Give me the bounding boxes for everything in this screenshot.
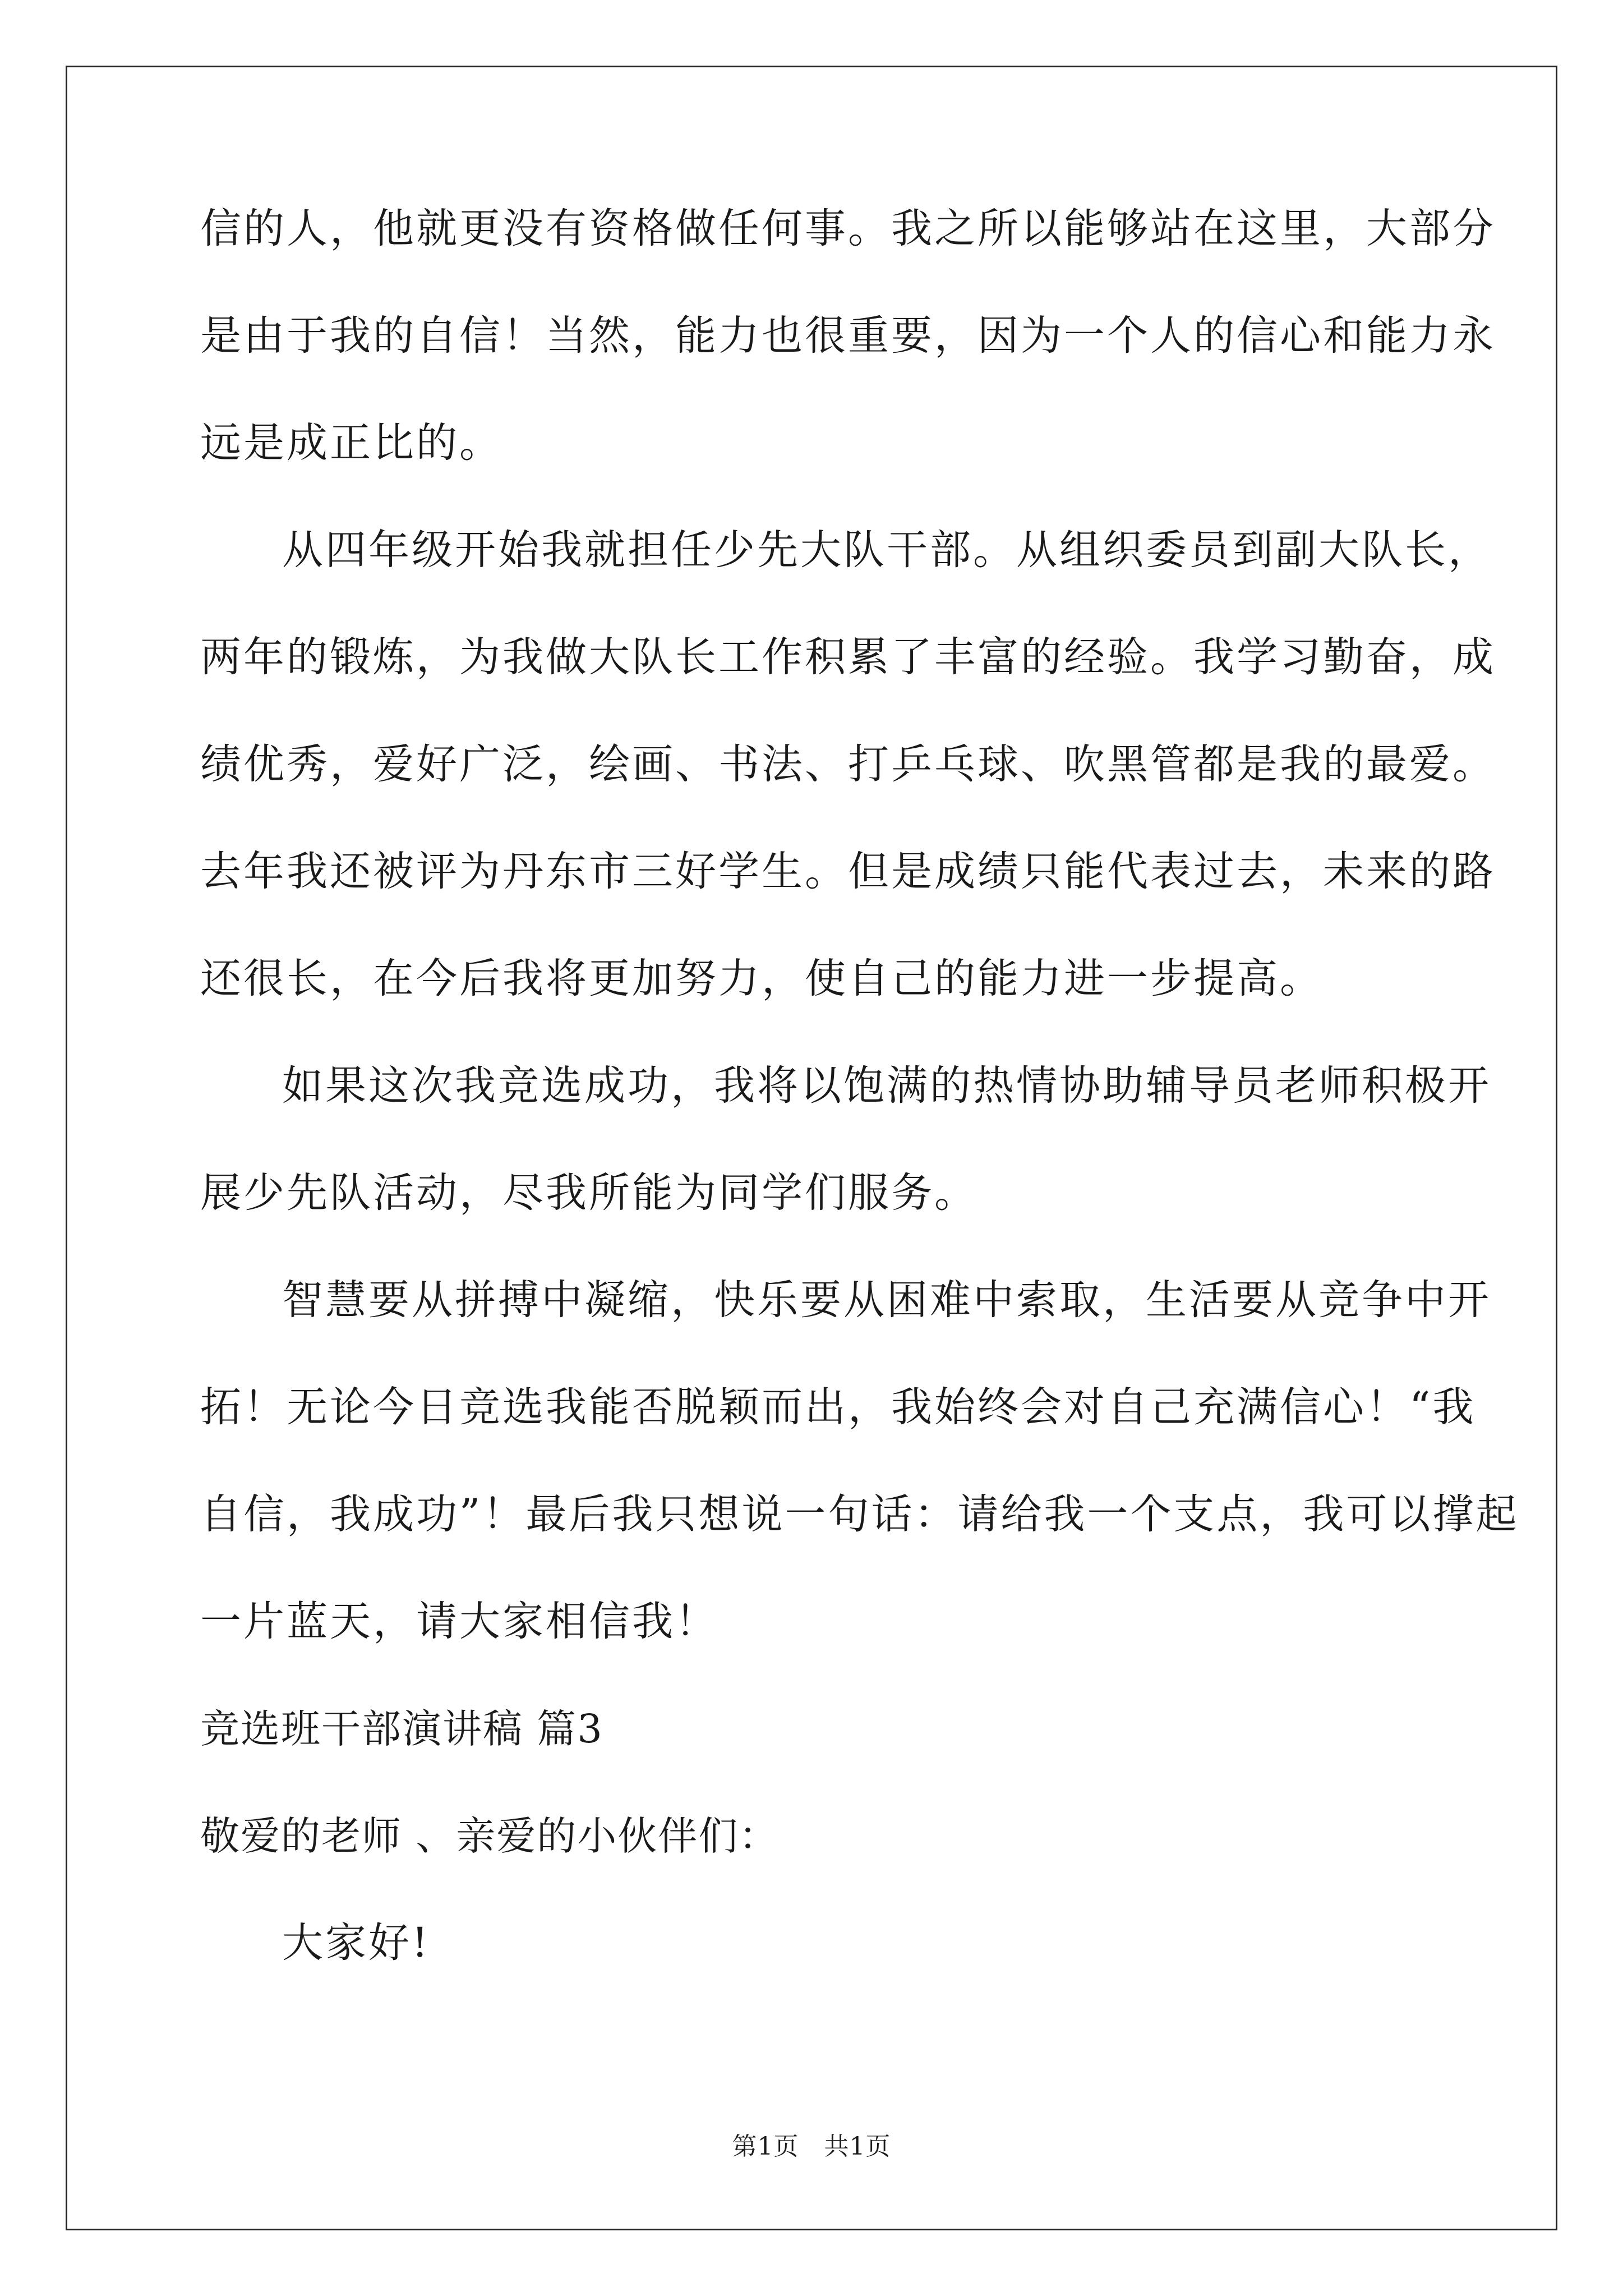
page-number: 第1页 (732, 2132, 799, 2161)
document-body (200, 205, 1519, 2029)
text-line: 信的人，他就更没有资格做任何事。我之所以能够站在这里，大部分 (200, 205, 1496, 252)
section-heading: 竞选班干部演讲稿 篇3 (200, 1706, 603, 1752)
text-line: 远是成正比的。 (200, 419, 502, 467)
text-line: 一片蓝天，请大家相信我！ (200, 1598, 718, 1645)
text-line: 绩优秀，爱好广泛，绘画、书法、打乒乓球、吹黑管都是我的最爱。 (200, 740, 1496, 788)
text-line: 如果这次我竞选成功，我将以饱满的热情协助辅导员老师积极开 (282, 1062, 1491, 1110)
text-line: 是由于我的自信！当然，能力也很重要，因为一个人的信心和能力永 (200, 312, 1496, 360)
text-line: 智慧要从拼搏中凝缩，快乐要从困难中索取，生活要从竞争中开 (282, 1276, 1491, 1324)
text-line: 拓！无论今日竞选我能否脱颖而出，我始终会对自己充满信心！“我 (200, 1383, 1476, 1431)
salutation: 敬爱的老师 、亲爱的小伙伴们： (200, 1813, 780, 1859)
text-line: 还很长，在今后我将更加努力，使自己的能力进一步提高。 (200, 955, 1323, 1002)
text-line: 自信，我成功”！最后我只想说一句话：请给我一个支点，我可以撑起 (200, 1490, 1519, 1538)
text-line: 两年的锻炼，为我做大队长工作积累了丰富的经验。我学习勤奋，成 (200, 633, 1496, 681)
text-line: 展少先队活动，尽我所能为同学们服务。 (200, 1169, 978, 1217)
page-total: 共1页 (824, 2132, 891, 2161)
greeting: 大家好! (282, 1919, 431, 1967)
text-line: 去年我还被评为丹东市三好学生。但是成绩只能代表过去，未来的路 (200, 848, 1496, 895)
page-footer (0, 2133, 1623, 2161)
text-line: 从四年级开始我就担任少先大队干部。从组织委员到副大队长， (282, 526, 1491, 574)
